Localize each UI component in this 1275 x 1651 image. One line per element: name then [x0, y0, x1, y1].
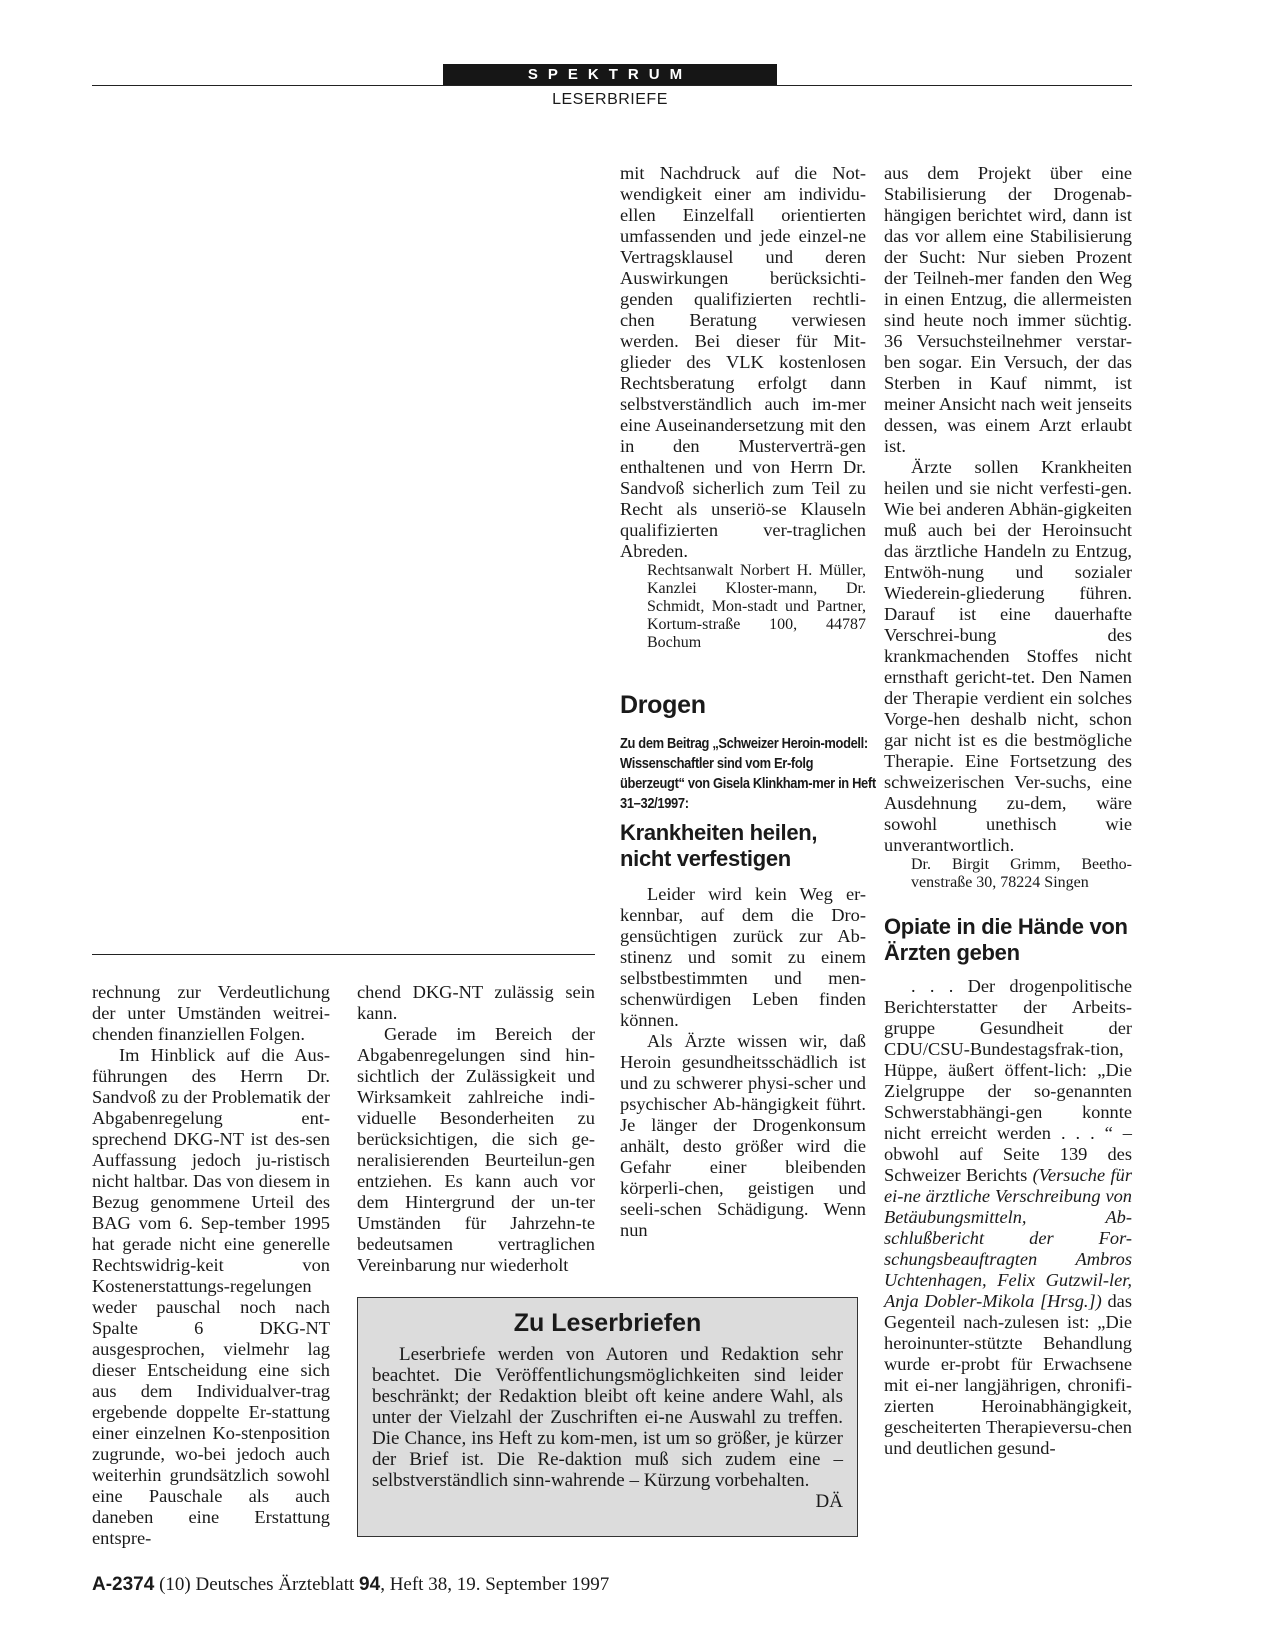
letter-signature: Dr. Birgit Grimm, Beetho-venstraße 30, 78224 Singen: [911, 856, 1132, 891]
letter-paragraph: chend DKG-NT zulässig sein kann.: [357, 982, 595, 1023]
column-1: [92, 982, 330, 1549]
section-header: SPEKTRUM: [443, 64, 777, 86]
section-subheader: LESERBRIEFE: [552, 91, 668, 108]
section-title-drogen: Drogen: [620, 691, 706, 719]
column-2: [357, 982, 595, 1276]
notice-box: [357, 1297, 858, 1537]
letter-continuation: mit Nachdruck auf die Not-wendigkeit einer am individu-ellen Einzelfall orientierten umfassenden und jede einzel-ne Vertragsklausel und deren Auswirkungen berücksichti-genden qualifizierten rechtli-chen Beratung verwiesen werden. Bei dieser für Mit-glieder des VLK kostenlosen Rechtsberatung erfolgt dann selbstverständlich auch im-mer eine Auseinandersetzung mit den in den Musterverträ-gen enthaltenen und von Herrn Dr. Sandvoß sicherlich zum Teil zu Recht als unseriö-se Klauseln qualifizierten ver-traglichen Abreden.: [620, 163, 866, 561]
column-3: [620, 163, 876, 1241]
letter-paragraph: Leider wird kein Weg er-kennbar, auf dem die Dro-gensüchtigen zurück zur Ab-stinenz und somit zu einem selbstbestimmten und men-schenwürdigen Leben finden können.: [620, 884, 866, 1030]
letter-headline: Opiate in die Hände von Ärzten geben: [884, 914, 1128, 965]
letter-text: das Gegenteil nach-zulesen ist: „Die heroinunter-stützte Behandlung wurde er-probt für Erwachsene mit ei-ner langjährigen, chronifi-zierten Heroinabhängigkeit, gescheiterten Therapieversu-chen und deutlichen gesund-: [884, 1291, 1132, 1458]
article-reference: Zu dem Beitrag „Schweizer Heroin-modell: Wissenschaftler sind vom Er-folg überzeugt“ von Gisela Klinkham-mer in Heft 31–32/1997:: [620, 735, 876, 812]
letter-paragraph: Als Ärzte wissen wir, daß Heroin gesundheitsschädlich ist und zu schwerer physi-scher und psychischer Ab-hängigkeit führt. Je länger der Drogenkonsum anhält, desto größer wird die Gefahr einer bleibenden körperli-chen, geistigen und seeli-schen Schädigung. Wenn nun: [620, 1031, 866, 1240]
notice-body: Leserbriefe werden von Autoren und Redaktion sehr beachtet. Die Veröffentlichungsmöglichkeiten sind leider beschränkt; der Redaktion bleibt oft keine andere Wahl, als unter der Vielzahl der Zuschriften ei-ne Auswahl zu treffen. Die Chance, ins Heft zu kom-men, ist um so größer, je kürzer der Brief ist. Die Re-daktion muß sich zudem eine – selbstverständlich sinn-wahrende – Kürzung vorbehalten.: [372, 1344, 843, 1491]
letter-text: . . . Der drogenpolitische Berichterstatter der Arbeits-gruppe Gesundheit der CDU/CSU-Bundestagsfrak-tion, Hüppe, äußert öffent-lich: „Die Zielgruppe der so-genannten Schwerstabhängi-gen konnte nicht erreicht werden . . . “ – obwohl auf Seite 139 des Schweizer Berichts: [884, 976, 1132, 1185]
footer-volume: 94: [359, 1574, 381, 1595]
header-rule: [92, 85, 1132, 86]
page-number: A-2374: [92, 1574, 155, 1595]
letter-headline: Krankheiten heilen, nicht verfestigen: [620, 820, 818, 871]
letter-paragraph: Im Hinblick auf die Aus-führungen des Herrn Dr. Sandvoß zu der Problematik der Abgabenregelung ent-sprechend DKG-NT ist des-sen Auffassung jedoch ju-ristisch nicht haltbar. Das von diesem in Bezug genommene Urteil des BAG vom 6. Sep-tember 1995 hat gerade nicht eine generelle Rechtswidrig-keit von Kostenerstattungs-regelungen weder pauschal noch nach Spalte 6 DKG-NT ausgesprochen, vielmehr lag dieser Entscheidung eine sich aus dem Individualver-trag ergebende doppelte Er-stattung einer einzelnen Ko-stenposition zugrunde, wo-bei jedoch auch weiterhin grundsätzlich sowohl eine Pauschale als auch daneben eine Erstattung entspre-: [92, 1045, 330, 1548]
section-divider: [92, 954, 595, 955]
letter-paragraph: Ärzte sollen Krankheiten heilen und sie nicht verfesti-gen. Wie bei anderen Abhän-gigkeiten muß auch bei der Heroinsucht das ärztliche Handeln zu Entzug, Entwöh-nung und sozialer Wiederein-gliederung führen. Darauf ist eine dauerhafte Verschrei-bung des krankmachenden Stoffes nicht ernsthaft gericht-tet. Den Namen der Therapie verdient ein solches Vorge-hen deshalb nicht, schon gar nicht ist es die bestmögliche Therapie. Eine Fortsetzung des schweizerischen Ver-suchs, eine Ausdehnung zu-dem, wäre sowohl unethisch wie unverantwortlich.: [884, 457, 1132, 855]
notice-text: [372, 1344, 843, 1512]
notice-title: Zu Leserbriefen: [513, 1309, 702, 1337]
page-footer: [92, 1574, 609, 1596]
footer-publication: (10) Deutsches Ärzteblatt: [159, 1574, 355, 1595]
column-4: [884, 163, 1132, 1459]
letter-signature: Rechtsanwalt Norbert H. Müller, Kanzlei Kloster-mann, Dr. Schmidt, Mon-stadt und Partner, Kortum-straße 100, 44787 Bochum: [647, 562, 866, 651]
letter-paragraph: [884, 976, 1132, 1459]
letter-paragraph: rechnung zur Verdeutlichung der unter Umständen weitrei-chenden finanziellen Folgen.: [92, 982, 330, 1044]
letter-paragraph: aus dem Projekt über eine Stabilisierung der Drogenab-hängigen berichtet wird, dann ist das vor allem eine Stabilisierung der Sucht: Nur sieben Prozent der Teilneh-mer fanden den Weg in einen Entzug, die allermeisten sind heute noch immer süchtig. 36 Versuchsteilnehmer verstar-ben sogar. Ein Versuch, der das Sterben in Kauf nimmt, ist meiner Ansicht nach weit jenseits dessen, was einem Arzt erlaubt ist.: [884, 163, 1132, 456]
citation-italic: (Versuche für ei-ne ärztliche Verschreibung von Betäubungsmitteln, Ab-schlußbericht der For-schungsbeauftragten Ambros Uchtenhagen, Felix Gutzwil-ler, Anja Dobler-Mikola [Hrsg.]): [884, 1165, 1132, 1311]
footer-issue: , Heft 38, 19. September 1997: [380, 1574, 610, 1595]
letter-paragraph: Gerade im Bereich der Abgabenregelungen sind hin-sichtlich der Zulässigkeit und Wirksamkeit zahlreiche indi-viduelle Besonderheiten zu berücksichtigen, die sich ge-neralisierenden Beurteilun-gen entziehen. Es kann auch vor dem Hintergrund der un-ter Umständen für Jahrzehn-te bedeutsamen vertraglichen Vereinbarung nur wiederholt: [357, 1024, 595, 1275]
notice-initials: DÄ: [815, 1491, 843, 1512]
